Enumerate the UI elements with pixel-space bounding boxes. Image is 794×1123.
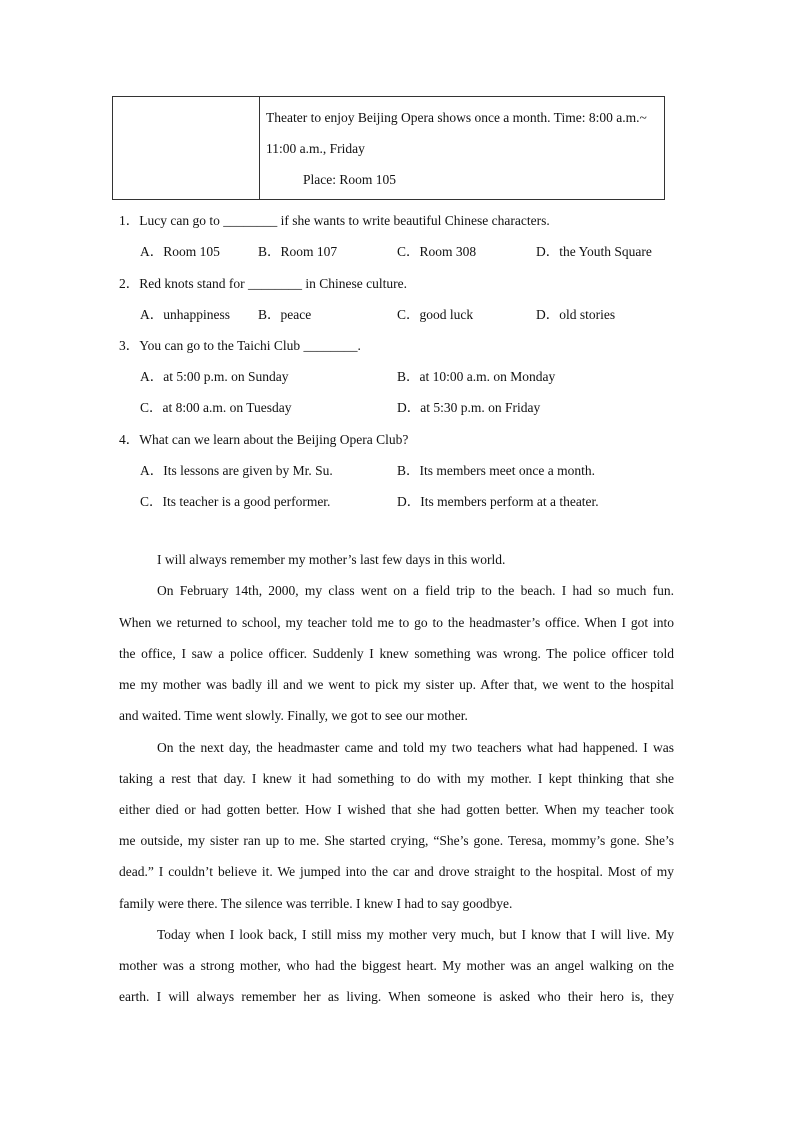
passage-line: On the next day, the headmaster came and told my two teachers what had happened. I was xyxy=(157,740,674,755)
passage-line: and waited. Time went slowly. Finally, we got to see our mother. xyxy=(119,708,468,723)
passage-line: me my mother was badly ill and we went to pick my sister up. After that, we went to the hospital xyxy=(119,677,674,692)
question-2-option-a[interactable]: A．unhappiness xyxy=(140,307,230,322)
table-cell-line: 11:00 a.m., Friday xyxy=(266,141,365,156)
question-2-stem: 2．Red knots stand for ________ in Chinese culture. xyxy=(119,276,407,291)
question-3-option-c[interactable]: C．at 8:00 a.m. on Tuesday xyxy=(140,400,292,415)
passage-line: dead.” I couldn’t believe it. We jumped into the car and drove straight to the hospital. Most of my xyxy=(119,864,674,879)
question-3-option-d[interactable]: D．at 5:30 p.m. on Friday xyxy=(397,400,541,415)
passage-line: Today when I look back, I still miss my mother very much, but I know that I will live. My xyxy=(157,927,674,942)
question-1-option-a[interactable]: A．Room 105 xyxy=(140,244,220,259)
question-4-stem: 4．What can we learn about the Beijing Opera Club? xyxy=(119,432,409,447)
question-1-stem: 1．Lucy can go to ________ if she wants to write beautiful Chinese characters. xyxy=(119,213,550,228)
question-3-option-a[interactable]: A．at 5:00 p.m. on Sunday xyxy=(140,369,289,384)
passage-line: earth. I will always remember her as living. When someone is asked who their hero is, they xyxy=(119,989,674,1004)
question-1-option-c[interactable]: C．Room 308 xyxy=(397,244,477,259)
question-3-stem: 3．You can go to the Taichi Club ________. xyxy=(119,338,361,353)
passage-line: On February 14th, 2000, my class went on a field trip to the beach. I had so much fun. xyxy=(157,583,674,598)
passage-line: mother was a strong mother, who had the biggest heart. My mother was an angel walking on the xyxy=(119,958,674,973)
passage-line: the office, I saw a police officer. Suddenly I knew something was wrong. The police officer told xyxy=(119,646,674,661)
question-4-option-b[interactable]: B．Its members meet once a month. xyxy=(397,463,595,478)
question-4-option-d[interactable]: D．Its members perform at a theater. xyxy=(397,494,599,509)
passage-line: When we returned to school, my teacher told me to go to the headmaster’s office. When I got into xyxy=(119,615,674,630)
question-4-option-c[interactable]: C．Its teacher is a good performer. xyxy=(140,494,331,509)
passage-line: family were there. The silence was terrible. I knew I had to say goodbye. xyxy=(119,896,513,911)
table-cell-line: Place: Room 105 xyxy=(303,172,396,187)
question-2-option-b[interactable]: B．peace xyxy=(258,307,312,322)
passage-line: me outside, my sister ran up to me. She started crying, “She’s gone. Teresa, mommy’s gone. She’s xyxy=(119,833,674,848)
passage-line: either died or had gotten better. How I wished that she had gotten better. When my teacher took xyxy=(119,802,674,817)
question-1-option-b[interactable]: B．Room 107 xyxy=(258,244,338,259)
question-2-option-c[interactable]: C．good luck xyxy=(397,307,474,322)
passage-line: taking a rest that day. I knew it had something to do with my mother. I kept thinking that she xyxy=(119,771,674,786)
question-3-option-b[interactable]: B．at 10:00 a.m. on Monday xyxy=(397,369,556,384)
table-column-divider xyxy=(259,97,260,199)
question-2-option-d[interactable]: D．old stories xyxy=(536,307,616,322)
question-4-option-a[interactable]: A．Its lessons are given by Mr. Su. xyxy=(140,463,333,478)
passage-intro: I will always remember my mother’s last few days in this world. xyxy=(157,552,506,567)
question-1-option-d[interactable]: D．the Youth Square xyxy=(536,244,652,259)
table-cell-line: Theater to enjoy Beijing Opera shows once a month. Time: 8:00 a.m.~ xyxy=(266,110,647,125)
